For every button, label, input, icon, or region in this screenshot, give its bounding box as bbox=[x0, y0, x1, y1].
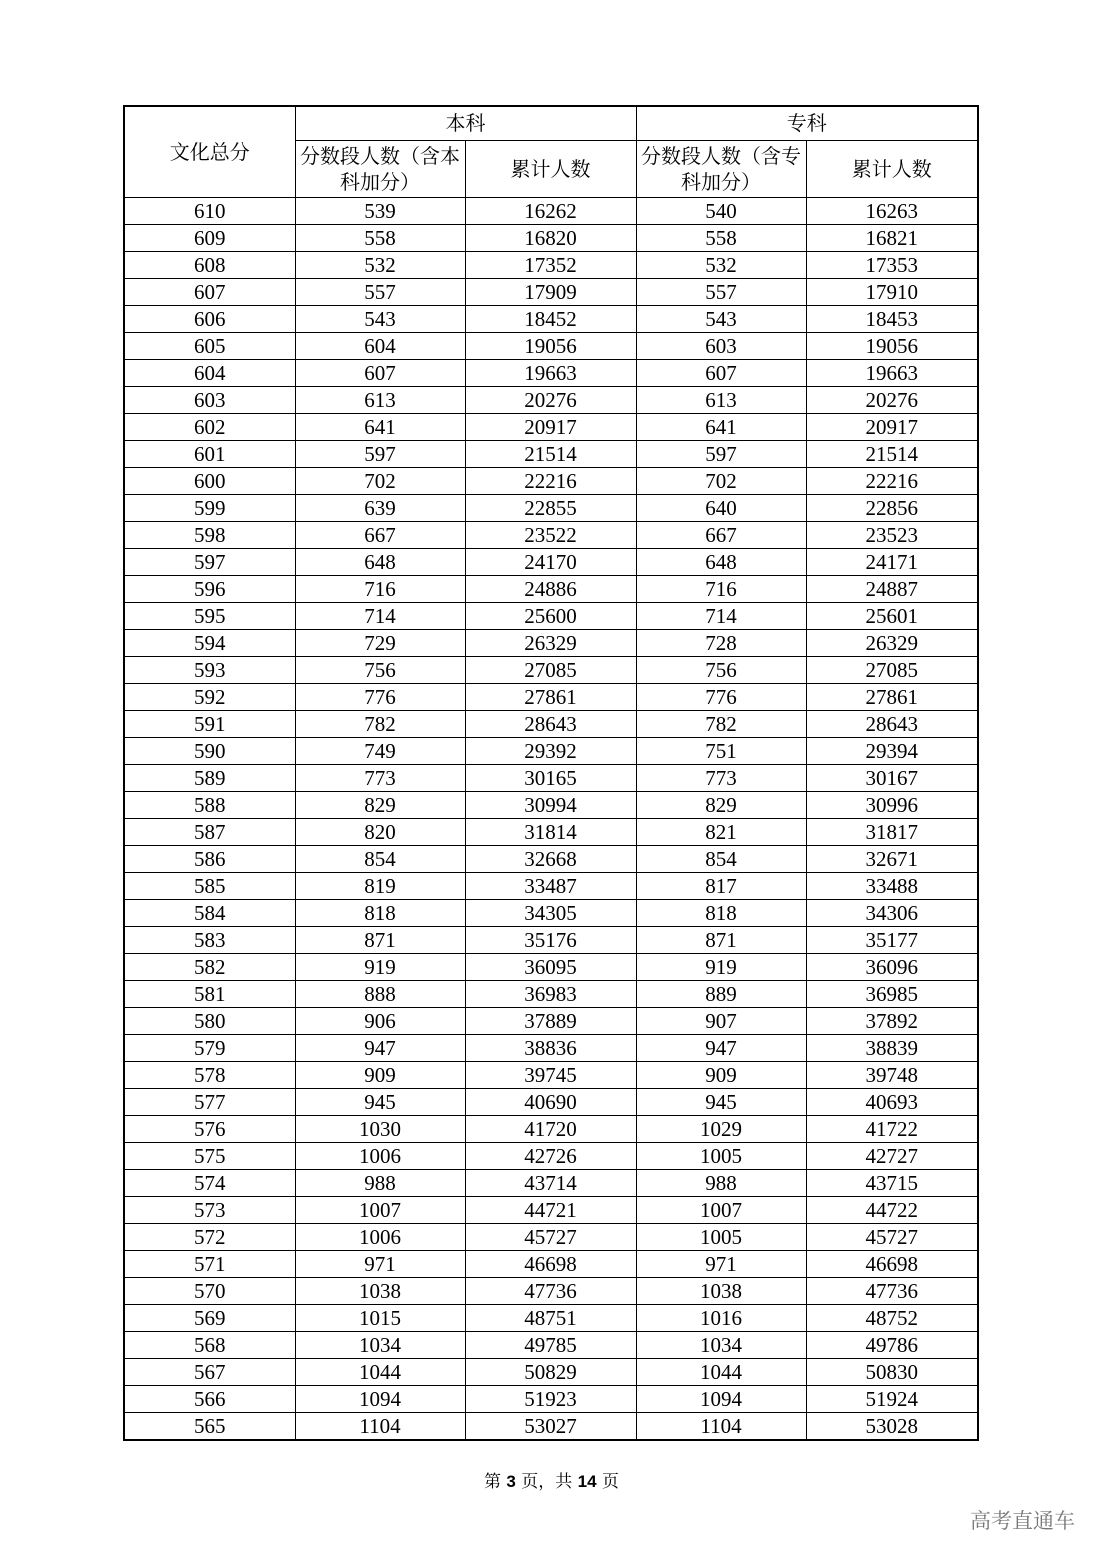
score-cell: 610 bbox=[124, 197, 295, 224]
benke-count-cell: 558 bbox=[295, 224, 465, 251]
benke-count-cell: 604 bbox=[295, 332, 465, 359]
table-row bbox=[124, 1115, 978, 1142]
zhuanke-count-cell: 714 bbox=[636, 602, 806, 629]
zhuanke-cumulative-cell: 53028 bbox=[806, 1412, 978, 1440]
table-row bbox=[124, 332, 978, 359]
zhuanke-cumulative-cell: 35177 bbox=[806, 926, 978, 953]
table-row bbox=[124, 872, 978, 899]
table-row bbox=[124, 1007, 978, 1034]
benke-cumulative-cell: 35176 bbox=[465, 926, 636, 953]
benke-count-cell: 1044 bbox=[295, 1358, 465, 1385]
benke-cumulative-cell: 30994 bbox=[465, 791, 636, 818]
benke-count-cell: 648 bbox=[295, 548, 465, 575]
score-cell: 566 bbox=[124, 1385, 295, 1412]
score-cell: 580 bbox=[124, 1007, 295, 1034]
table-row bbox=[124, 548, 978, 575]
zhuanke-count-cell: 648 bbox=[636, 548, 806, 575]
benke-cumulative-cell: 22216 bbox=[465, 467, 636, 494]
table-row bbox=[124, 845, 978, 872]
zhuanke-cumulative-cell: 48752 bbox=[806, 1304, 978, 1331]
score-cell: 574 bbox=[124, 1169, 295, 1196]
benke-count-cell: 667 bbox=[295, 521, 465, 548]
zhuanke-cumulative-cell: 16263 bbox=[806, 197, 978, 224]
benke-count-cell: 1038 bbox=[295, 1277, 465, 1304]
zhuanke-cumulative-cell: 19663 bbox=[806, 359, 978, 386]
zhuanke-cumulative-cell: 21514 bbox=[806, 440, 978, 467]
score-cell: 606 bbox=[124, 305, 295, 332]
zhuanke-count-cell: 829 bbox=[636, 791, 806, 818]
footer-prefix: 第 bbox=[483, 1472, 507, 1492]
score-cell: 585 bbox=[124, 872, 295, 899]
zhuanke-cumulative-cell: 40693 bbox=[806, 1088, 978, 1115]
benke-count-cell: 888 bbox=[295, 980, 465, 1007]
benke-count-cell: 641 bbox=[295, 413, 465, 440]
zhuanke-count-cell: 821 bbox=[636, 818, 806, 845]
zhuanke-cumulative-cell: 27085 bbox=[806, 656, 978, 683]
table-row bbox=[124, 1277, 978, 1304]
score-cell: 571 bbox=[124, 1250, 295, 1277]
table-row bbox=[124, 953, 978, 980]
benke-count-cell: 613 bbox=[295, 386, 465, 413]
zhuanke-cumulative-cell: 20917 bbox=[806, 413, 978, 440]
zhuanke-cumulative-cell: 45727 bbox=[806, 1223, 978, 1250]
benke-cumulative-cell: 43714 bbox=[465, 1169, 636, 1196]
zhuanke-count-cell: 1034 bbox=[636, 1331, 806, 1358]
zhuanke-group-header: 专科 bbox=[636, 106, 978, 140]
zhuanke-count-cell: 1016 bbox=[636, 1304, 806, 1331]
score-cell: 582 bbox=[124, 953, 295, 980]
table-row bbox=[124, 1304, 978, 1331]
score-cell: 598 bbox=[124, 521, 295, 548]
zhuanke-count-cell: 782 bbox=[636, 710, 806, 737]
zhuanke-count-cell: 945 bbox=[636, 1088, 806, 1115]
zhuanke-cumulative-header: 累计人数 bbox=[806, 140, 978, 197]
zhuanke-count-cell: 1005 bbox=[636, 1142, 806, 1169]
zhuanke-count-cell: 702 bbox=[636, 467, 806, 494]
zhuanke-cumulative-cell: 17910 bbox=[806, 278, 978, 305]
zhuanke-cumulative-cell: 26329 bbox=[806, 629, 978, 656]
zhuanke-count-cell: 641 bbox=[636, 413, 806, 440]
table-row bbox=[124, 818, 978, 845]
benke-cumulative-cell: 47736 bbox=[465, 1277, 636, 1304]
zhuanke-cumulative-cell: 34306 bbox=[806, 899, 978, 926]
table-row bbox=[124, 1331, 978, 1358]
zhuanke-count-cell: 597 bbox=[636, 440, 806, 467]
table-row bbox=[124, 602, 978, 629]
benke-cumulative-cell: 33487 bbox=[465, 872, 636, 899]
score-cell: 567 bbox=[124, 1358, 295, 1385]
benke-count-cell: 819 bbox=[295, 872, 465, 899]
zhuanke-cumulative-cell: 39748 bbox=[806, 1061, 978, 1088]
benke-count-cell: 829 bbox=[295, 791, 465, 818]
zhuanke-cumulative-cell: 28643 bbox=[806, 710, 978, 737]
page-footer bbox=[0, 1467, 1103, 1492]
score-cell: 572 bbox=[124, 1223, 295, 1250]
zhuanke-cumulative-cell: 29394 bbox=[806, 737, 978, 764]
benke-cumulative-cell: 50829 bbox=[465, 1358, 636, 1385]
benke-cumulative-cell: 32668 bbox=[465, 845, 636, 872]
score-cell: 587 bbox=[124, 818, 295, 845]
benke-count-cell: 988 bbox=[295, 1169, 465, 1196]
table-row bbox=[124, 1223, 978, 1250]
benke-count-cell: 971 bbox=[295, 1250, 465, 1277]
benke-count-cell: 1015 bbox=[295, 1304, 465, 1331]
zhuanke-count-cell: 889 bbox=[636, 980, 806, 1007]
table-row bbox=[124, 251, 978, 278]
table-row bbox=[124, 1385, 978, 1412]
score-cell: 565 bbox=[124, 1412, 295, 1440]
score-cell: 596 bbox=[124, 575, 295, 602]
score-cell: 578 bbox=[124, 1061, 295, 1088]
table-row bbox=[124, 224, 978, 251]
zhuanke-count-cell: 1005 bbox=[636, 1223, 806, 1250]
zhuanke-cumulative-cell: 19056 bbox=[806, 332, 978, 359]
table-row bbox=[124, 710, 978, 737]
footer-suffix: 页 bbox=[596, 1472, 619, 1492]
benke-cumulative-cell: 48751 bbox=[465, 1304, 636, 1331]
score-cell: 600 bbox=[124, 467, 295, 494]
table-row bbox=[124, 413, 978, 440]
zhuanke-count-cell: 751 bbox=[636, 737, 806, 764]
table-row bbox=[124, 764, 978, 791]
zhuanke-cumulative-cell: 36985 bbox=[806, 980, 978, 1007]
score-cell: 590 bbox=[124, 737, 295, 764]
table-row bbox=[124, 494, 978, 521]
benke-count-cell: 729 bbox=[295, 629, 465, 656]
benke-cumulative-cell: 17909 bbox=[465, 278, 636, 305]
benke-cumulative-cell: 28643 bbox=[465, 710, 636, 737]
zhuanke-cumulative-cell: 32671 bbox=[806, 845, 978, 872]
benke-cumulative-cell: 21514 bbox=[465, 440, 636, 467]
benke-count-cell: 773 bbox=[295, 764, 465, 791]
benke-count-cell: 1094 bbox=[295, 1385, 465, 1412]
zhuanke-count-cell: 773 bbox=[636, 764, 806, 791]
zhuanke-count-cell: 540 bbox=[636, 197, 806, 224]
benke-count-cell: 782 bbox=[295, 710, 465, 737]
score-cell: 589 bbox=[124, 764, 295, 791]
total-pages-number: 14 bbox=[577, 1472, 597, 1491]
score-cell: 594 bbox=[124, 629, 295, 656]
score-cell: 570 bbox=[124, 1277, 295, 1304]
benke-count-cell: 557 bbox=[295, 278, 465, 305]
benke-count-cell: 597 bbox=[295, 440, 465, 467]
watermark: 高考直通车 bbox=[970, 1509, 1075, 1533]
zhuanke-count-cell: 532 bbox=[636, 251, 806, 278]
benke-cumulative-cell: 42726 bbox=[465, 1142, 636, 1169]
zhuanke-count-cell: 613 bbox=[636, 386, 806, 413]
score-cell: 607 bbox=[124, 278, 295, 305]
zhuanke-cumulative-cell: 24887 bbox=[806, 575, 978, 602]
benke-cumulative-cell: 18452 bbox=[465, 305, 636, 332]
benke-cumulative-cell: 45727 bbox=[465, 1223, 636, 1250]
table-body bbox=[124, 197, 978, 1440]
benke-cumulative-cell: 36095 bbox=[465, 953, 636, 980]
benke-count-cell: 639 bbox=[295, 494, 465, 521]
benke-cumulative-cell: 53027 bbox=[465, 1412, 636, 1440]
table-row bbox=[124, 1250, 978, 1277]
table-row bbox=[124, 1169, 978, 1196]
score-cell: 576 bbox=[124, 1115, 295, 1142]
score-distribution-table bbox=[123, 105, 979, 1441]
benke-count-cell: 1030 bbox=[295, 1115, 465, 1142]
zhuanke-count-cell: 909 bbox=[636, 1061, 806, 1088]
zhuanke-cumulative-cell: 24171 bbox=[806, 548, 978, 575]
zhuanke-count-cell: 716 bbox=[636, 575, 806, 602]
score-cell: 602 bbox=[124, 413, 295, 440]
benke-cumulative-cell: 30165 bbox=[465, 764, 636, 791]
zhuanke-count-cell: 854 bbox=[636, 845, 806, 872]
zhuanke-cumulative-cell: 25601 bbox=[806, 602, 978, 629]
table-row bbox=[124, 899, 978, 926]
benke-cumulative-cell: 23522 bbox=[465, 521, 636, 548]
footer-middle: 页，共 bbox=[515, 1472, 578, 1492]
table-row bbox=[124, 440, 978, 467]
benke-count-cell: 539 bbox=[295, 197, 465, 224]
zhuanke-count-cell: 607 bbox=[636, 359, 806, 386]
zhuanke-cumulative-cell: 31817 bbox=[806, 818, 978, 845]
benke-count-cell: 945 bbox=[295, 1088, 465, 1115]
benke-count-cell: 1034 bbox=[295, 1331, 465, 1358]
score-cell: 601 bbox=[124, 440, 295, 467]
zhuanke-count-cell: 947 bbox=[636, 1034, 806, 1061]
zhuanke-cumulative-cell: 38839 bbox=[806, 1034, 978, 1061]
benke-cumulative-cell: 46698 bbox=[465, 1250, 636, 1277]
score-cell: 595 bbox=[124, 602, 295, 629]
benke-cumulative-cell: 24170 bbox=[465, 548, 636, 575]
score-cell: 604 bbox=[124, 359, 295, 386]
score-cell: 588 bbox=[124, 791, 295, 818]
zhuanke-cumulative-cell: 36096 bbox=[806, 953, 978, 980]
zhuanke-cumulative-cell: 22856 bbox=[806, 494, 978, 521]
benke-count-cell: 820 bbox=[295, 818, 465, 845]
benke-count-cell: 818 bbox=[295, 899, 465, 926]
score-cell: 599 bbox=[124, 494, 295, 521]
benke-cumulative-cell: 26329 bbox=[465, 629, 636, 656]
score-cell: 605 bbox=[124, 332, 295, 359]
table-row bbox=[124, 1142, 978, 1169]
current-page-number: 3 bbox=[506, 1472, 516, 1491]
benke-count-cell: 854 bbox=[295, 845, 465, 872]
table-row bbox=[124, 629, 978, 656]
zhuanke-count-cell: 728 bbox=[636, 629, 806, 656]
benke-cumulative-cell: 39745 bbox=[465, 1061, 636, 1088]
zhuanke-cumulative-cell: 18453 bbox=[806, 305, 978, 332]
zhuanke-count-cell: 776 bbox=[636, 683, 806, 710]
table-row bbox=[124, 1358, 978, 1385]
zhuanke-cumulative-cell: 16821 bbox=[806, 224, 978, 251]
benke-cumulative-cell: 16262 bbox=[465, 197, 636, 224]
table-row bbox=[124, 1196, 978, 1223]
benke-cumulative-cell: 36983 bbox=[465, 980, 636, 1007]
table-row bbox=[124, 305, 978, 332]
zhuanke-count-cell: 818 bbox=[636, 899, 806, 926]
benke-cumulative-cell: 37889 bbox=[465, 1007, 636, 1034]
zhuanke-cumulative-cell: 47736 bbox=[806, 1277, 978, 1304]
table-row bbox=[124, 575, 978, 602]
table-row bbox=[124, 467, 978, 494]
table-row bbox=[124, 656, 978, 683]
benke-cumulative-cell: 20276 bbox=[465, 386, 636, 413]
benke-cumulative-cell: 38836 bbox=[465, 1034, 636, 1061]
benke-cumulative-cell: 51923 bbox=[465, 1385, 636, 1412]
benke-cumulative-cell: 41720 bbox=[465, 1115, 636, 1142]
zhuanke-count-cell: 871 bbox=[636, 926, 806, 953]
table-row bbox=[124, 521, 978, 548]
benke-count-cell: 607 bbox=[295, 359, 465, 386]
zhuanke-count-cell: 603 bbox=[636, 332, 806, 359]
zhuanke-count-cell: 543 bbox=[636, 305, 806, 332]
benke-cumulative-cell: 17352 bbox=[465, 251, 636, 278]
table-row bbox=[124, 926, 978, 953]
score-cell: 609 bbox=[124, 224, 295, 251]
table-row bbox=[124, 980, 978, 1007]
score-cell: 584 bbox=[124, 899, 295, 926]
benke-count-cell: 716 bbox=[295, 575, 465, 602]
table-row bbox=[124, 1061, 978, 1088]
benke-cumulative-cell: 44721 bbox=[465, 1196, 636, 1223]
benke-count-cell: 543 bbox=[295, 305, 465, 332]
table-row bbox=[124, 1088, 978, 1115]
score-cell: 583 bbox=[124, 926, 295, 953]
zhuanke-cumulative-cell: 30167 bbox=[806, 764, 978, 791]
zhuanke-count-cell: 558 bbox=[636, 224, 806, 251]
zhuanke-count-cell: 1029 bbox=[636, 1115, 806, 1142]
score-column-header: 文化总分 bbox=[124, 106, 295, 197]
benke-count-cell: 1104 bbox=[295, 1412, 465, 1440]
zhuanke-cumulative-cell: 42727 bbox=[806, 1142, 978, 1169]
zhuanke-cumulative-cell: 44722 bbox=[806, 1196, 978, 1223]
benke-count-cell: 714 bbox=[295, 602, 465, 629]
zhuanke-cumulative-cell: 51924 bbox=[806, 1385, 978, 1412]
zhuanke-cumulative-cell: 27861 bbox=[806, 683, 978, 710]
zhuanke-cumulative-cell: 41722 bbox=[806, 1115, 978, 1142]
score-cell: 577 bbox=[124, 1088, 295, 1115]
benke-cumulative-cell: 27861 bbox=[465, 683, 636, 710]
score-cell: 581 bbox=[124, 980, 295, 1007]
zhuanke-count-cell: 1044 bbox=[636, 1358, 806, 1385]
benke-cumulative-cell: 25600 bbox=[465, 602, 636, 629]
zhuanke-count-cell: 557 bbox=[636, 278, 806, 305]
zhuanke-count-cell: 919 bbox=[636, 953, 806, 980]
benke-count-cell: 909 bbox=[295, 1061, 465, 1088]
score-cell: 593 bbox=[124, 656, 295, 683]
score-cell: 597 bbox=[124, 548, 295, 575]
benke-group-header: 本科 bbox=[295, 106, 636, 140]
table-row bbox=[124, 737, 978, 764]
benke-count-cell: 756 bbox=[295, 656, 465, 683]
benke-cumulative-cell: 31814 bbox=[465, 818, 636, 845]
score-cell: 568 bbox=[124, 1331, 295, 1358]
zhuanke-cumulative-cell: 30996 bbox=[806, 791, 978, 818]
score-cell: 608 bbox=[124, 251, 295, 278]
zhuanke-count-cell: 640 bbox=[636, 494, 806, 521]
benke-cumulative-cell: 20917 bbox=[465, 413, 636, 440]
zhuanke-count-cell: 971 bbox=[636, 1250, 806, 1277]
benke-count-cell: 702 bbox=[295, 467, 465, 494]
benke-count-cell: 906 bbox=[295, 1007, 465, 1034]
benke-cumulative-cell: 24886 bbox=[465, 575, 636, 602]
zhuanke-cumulative-cell: 37892 bbox=[806, 1007, 978, 1034]
benke-cumulative-cell: 29392 bbox=[465, 737, 636, 764]
zhuanke-cumulative-cell: 20276 bbox=[806, 386, 978, 413]
benke-cumulative-cell: 19663 bbox=[465, 359, 636, 386]
zhuanke-count-cell: 907 bbox=[636, 1007, 806, 1034]
score-cell: 569 bbox=[124, 1304, 295, 1331]
zhuanke-cumulative-cell: 33488 bbox=[806, 872, 978, 899]
table-header bbox=[124, 106, 978, 197]
benke-cumulative-cell: 49785 bbox=[465, 1331, 636, 1358]
zhuanke-count-cell: 1104 bbox=[636, 1412, 806, 1440]
benke-count-cell: 749 bbox=[295, 737, 465, 764]
zhuanke-count-cell: 1007 bbox=[636, 1196, 806, 1223]
benke-count-cell: 1006 bbox=[295, 1142, 465, 1169]
table-row bbox=[124, 197, 978, 224]
score-cell: 592 bbox=[124, 683, 295, 710]
benke-cumulative-cell: 27085 bbox=[465, 656, 636, 683]
benke-cumulative-cell: 40690 bbox=[465, 1088, 636, 1115]
benke-count-cell: 871 bbox=[295, 926, 465, 953]
zhuanke-count-cell: 988 bbox=[636, 1169, 806, 1196]
benke-count-cell: 776 bbox=[295, 683, 465, 710]
benke-count-cell: 1006 bbox=[295, 1223, 465, 1250]
zhuanke-cumulative-cell: 43715 bbox=[806, 1169, 978, 1196]
score-cell: 591 bbox=[124, 710, 295, 737]
zhuanke-cumulative-cell: 50830 bbox=[806, 1358, 978, 1385]
benke-cumulative-header: 累计人数 bbox=[465, 140, 636, 197]
zhuanke-count-cell: 817 bbox=[636, 872, 806, 899]
zhuanke-count-cell: 756 bbox=[636, 656, 806, 683]
benke-count-cell: 919 bbox=[295, 953, 465, 980]
zhuanke-cumulative-cell: 46698 bbox=[806, 1250, 978, 1277]
score-cell: 573 bbox=[124, 1196, 295, 1223]
score-cell: 575 bbox=[124, 1142, 295, 1169]
table-row bbox=[124, 359, 978, 386]
zhuanke-count-cell: 667 bbox=[636, 521, 806, 548]
benke-cumulative-cell: 22855 bbox=[465, 494, 636, 521]
zhuanke-count-cell: 1094 bbox=[636, 1385, 806, 1412]
benke-count-cell: 1007 bbox=[295, 1196, 465, 1223]
benke-count-header: 分数段人数（含本科加分） bbox=[295, 140, 465, 197]
benke-cumulative-cell: 19056 bbox=[465, 332, 636, 359]
table-row bbox=[124, 683, 978, 710]
table-row bbox=[124, 1412, 978, 1440]
table-row bbox=[124, 1034, 978, 1061]
zhuanke-count-cell: 1038 bbox=[636, 1277, 806, 1304]
score-cell: 579 bbox=[124, 1034, 295, 1061]
benke-cumulative-cell: 16820 bbox=[465, 224, 636, 251]
benke-count-cell: 947 bbox=[295, 1034, 465, 1061]
zhuanke-count-header: 分数段人数（含专科加分） bbox=[636, 140, 806, 197]
benke-count-cell: 532 bbox=[295, 251, 465, 278]
benke-cumulative-cell: 34305 bbox=[465, 899, 636, 926]
score-cell: 603 bbox=[124, 386, 295, 413]
score-cell: 586 bbox=[124, 845, 295, 872]
table-row bbox=[124, 386, 978, 413]
zhuanke-cumulative-cell: 22216 bbox=[806, 467, 978, 494]
table-row bbox=[124, 791, 978, 818]
zhuanke-cumulative-cell: 49786 bbox=[806, 1331, 978, 1358]
table-row bbox=[124, 278, 978, 305]
zhuanke-cumulative-cell: 23523 bbox=[806, 521, 978, 548]
zhuanke-cumulative-cell: 17353 bbox=[806, 251, 978, 278]
